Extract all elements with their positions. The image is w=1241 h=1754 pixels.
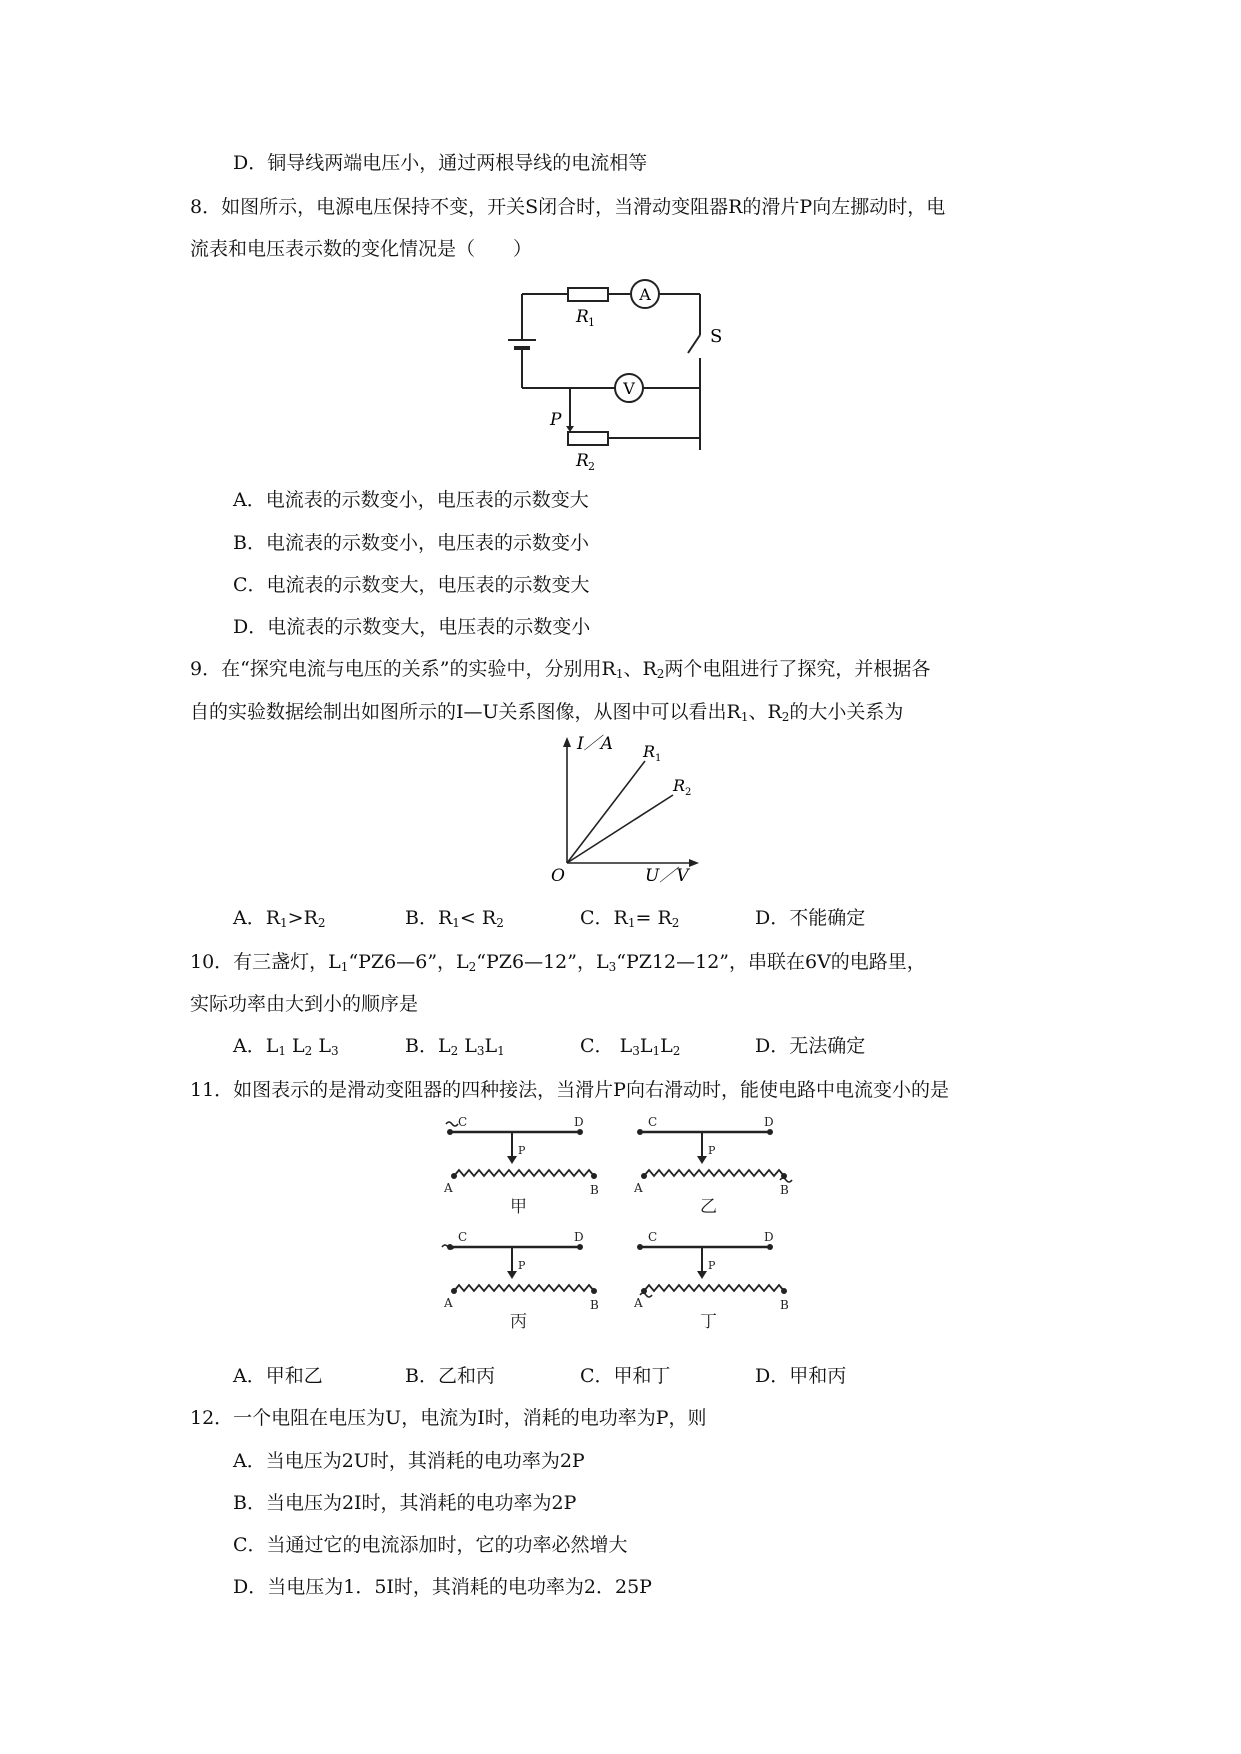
q9-options	[0, 905, 1241, 933]
q9-option-b: B．$R_1< R_2$	[405, 907, 504, 930]
terminal-a-label: A	[634, 1296, 643, 1310]
r1-label-sub: 1	[588, 316, 595, 329]
terminal-d-label: D	[764, 1115, 774, 1129]
panel-caption: 丁	[700, 1312, 717, 1332]
r1-label: R	[576, 307, 589, 327]
q11-stem: 11．如图表示的是滑动变阻器的四种接法，当滑片P向右滑动时，能使电路中电流变小的是	[190, 1079, 949, 1101]
q11-option-a: A．甲和乙	[233, 1365, 323, 1387]
terminal-a-label: A	[634, 1181, 643, 1195]
q8-stem-line1: 8．如图所示，电源电压保持不变，开关S闭合时，当滑动变阻器R的滑片P向左挪动时，电	[190, 196, 946, 218]
terminal-b-label: B	[780, 1183, 789, 1197]
r2-label: R	[576, 451, 589, 471]
slider-p-label: P	[518, 1144, 526, 1157]
slider-p-label: P	[708, 1144, 716, 1157]
q10-option-b: B．$L_2$ $L_3L_1$	[405, 1035, 505, 1058]
q12-option-c: C．当通过它的电流添加时，它的功率必然增大	[233, 1534, 628, 1556]
slider-label: P	[550, 410, 562, 430]
terminal-c-label: C	[458, 1230, 468, 1244]
r2-line-label-sub: 2	[685, 787, 692, 798]
r2-label-sub: 2	[588, 460, 595, 473]
q10-option-c: C． $L_3L_1L_2$	[580, 1035, 681, 1058]
ammeter-label: A	[639, 285, 651, 304]
r1-line-label-sub: 1	[655, 753, 662, 764]
q10-option-a: A．$L_1$ $L_2$ $L_3$	[233, 1035, 339, 1058]
q8-option-b: B．电流表的示数变小，电压表的示数变小	[233, 532, 589, 554]
q8-option-c: C．电流表的示数变大，电压表的示数变大	[233, 574, 590, 596]
q8-option-d: D．电流表的示数变大，电压表的示数变小	[233, 616, 591, 638]
q9-option-d: D．不能确定	[755, 907, 866, 929]
q10-stem-line2: 实际功率由大到小的顺序是	[190, 993, 419, 1015]
q8-option-a: A．电流表的示数变小，电压表的示数变大	[233, 489, 589, 511]
switch-label: S	[710, 326, 723, 347]
rheostat-panel-ding	[633, 1230, 789, 1332]
rheostat-panel-jia	[443, 1115, 599, 1217]
slider-p-label: P	[708, 1259, 716, 1272]
terminal-c-label: C	[648, 1230, 658, 1244]
origin-label: O	[551, 866, 565, 886]
q12-option-a: A．当电压为2U时，其消耗的电功率为2P	[233, 1450, 585, 1472]
q8-circuit-diagram	[500, 280, 740, 473]
panel-caption: 丙	[510, 1312, 527, 1332]
terminal-b-label: B	[780, 1298, 789, 1312]
rheostat-panel-yi	[633, 1115, 792, 1217]
terminal-b-label: B	[590, 1183, 599, 1197]
terminal-a-label: A	[444, 1181, 453, 1195]
terminal-c-label: C	[458, 1115, 468, 1129]
q10-option-d: D．无法确定	[755, 1035, 866, 1057]
q9-iu-graph	[545, 735, 725, 885]
q7-option-d: D．铜导线两端电压小，通过两根导线的电流相等	[233, 152, 648, 174]
r1-line-label: R	[643, 742, 656, 761]
q9-option-c: C．$R_1= R_2$	[580, 907, 680, 930]
terminal-d-label: D	[574, 1115, 584, 1129]
terminal-a-label: A	[444, 1296, 453, 1310]
q11-option-d: D．甲和丙	[755, 1365, 847, 1387]
q11-option-c: C．甲和丁	[580, 1365, 671, 1387]
q9-option-a: A．$R_1>R_2$	[233, 907, 326, 930]
q10-options	[0, 1033, 1241, 1061]
q11-rheostat-diagrams	[440, 1115, 800, 1350]
terminal-d-label: D	[574, 1230, 584, 1244]
q12-option-b: B．当电压为2I时，其消耗的电功率为2P	[233, 1492, 577, 1514]
y-axis-label: I／A	[577, 734, 613, 754]
q9-stem-line2: 自的实验数据绘制出如图所示的I—U关系图像，从图中可以看出$R_1$、$R_2$的大小关系为	[190, 701, 904, 724]
slider-p-label: P	[518, 1259, 526, 1272]
rheostat-panel-bing	[442, 1230, 599, 1332]
q8-stem-line2: 流表和电压表示数的变化情况是（ ）	[190, 238, 533, 260]
q12-stem: 12．一个电阻在电压为U，电流为I时，消耗的电功率为P，则	[190, 1407, 707, 1429]
terminal-b-label: B	[590, 1298, 599, 1312]
q11-option-b: B．乙和丙	[405, 1365, 495, 1387]
x-axis-label: U／V	[645, 866, 689, 886]
terminal-c-label: C	[648, 1115, 658, 1129]
r2-line-label: R	[673, 776, 686, 795]
q9-stem-line1: 9．在“探究电流与电压的关系”的实验中，分别用$R_1$、$R_2$两个电阻进行了探究，并根据各	[190, 658, 931, 681]
q12-option-d: D．当电压为1．5I时，其消耗的电功率为2．25P	[233, 1576, 652, 1598]
voltmeter-label: V	[623, 379, 635, 398]
panel-caption: 乙	[700, 1197, 717, 1217]
q11-options	[0, 1363, 1241, 1391]
terminal-d-label: D	[764, 1230, 774, 1244]
q10-stem-line1: 10．有三盏灯，$L_1“PZ6—6$”，$L_2“PZ6—12$”，$L_3“PZ12—12$”，串联在6V的电路里，	[190, 951, 926, 974]
panel-caption: 甲	[510, 1197, 527, 1217]
